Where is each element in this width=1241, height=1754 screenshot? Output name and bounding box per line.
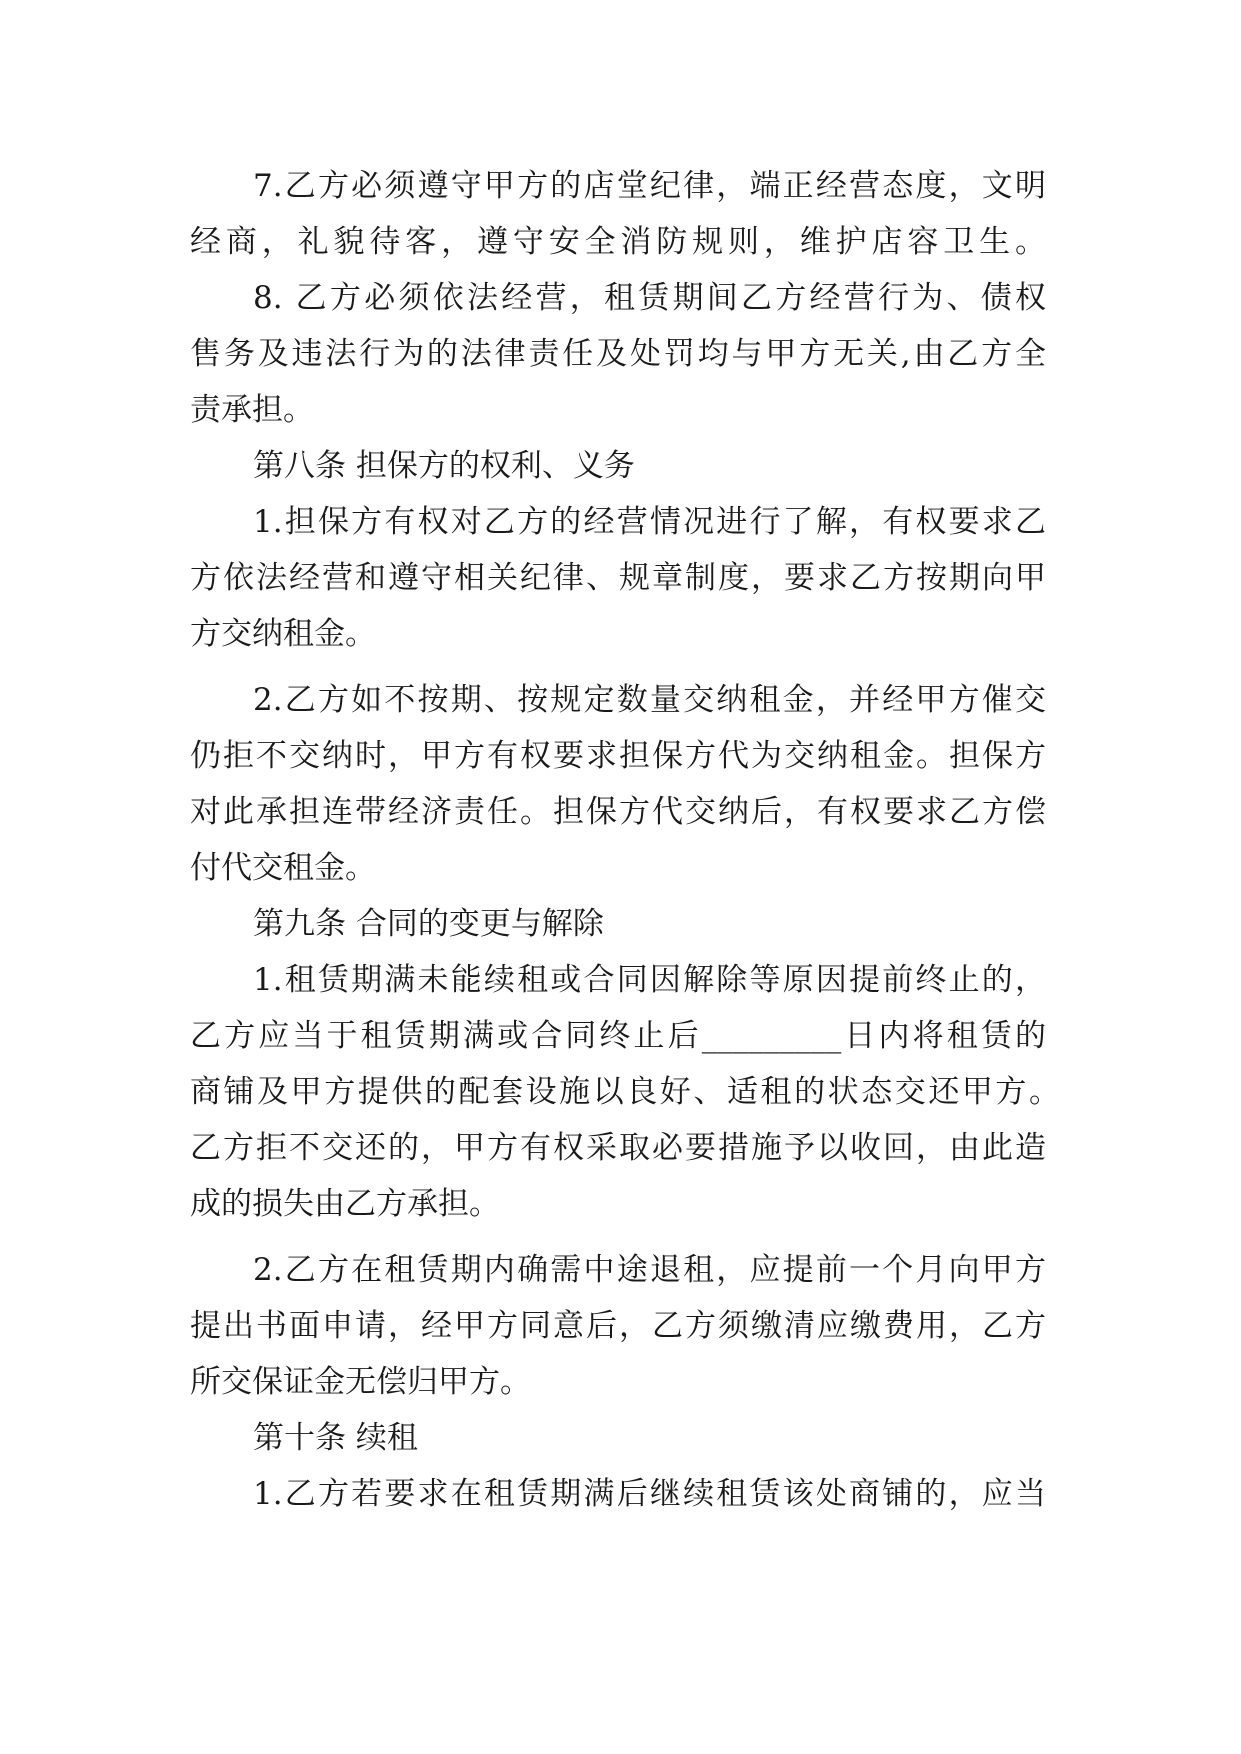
- text-line: 乙方拒不交还的，甲方有权采取必要措施予以收回，由此造: [190, 1130, 1046, 1166]
- section-heading: 第八条 担保方的权利、义务: [253, 448, 635, 484]
- text-line: 成的损失由乙方承担。: [190, 1186, 500, 1222]
- text-line: 1.担保方有权对乙方的经营情况进行了解，有权要求乙: [253, 504, 1046, 540]
- text-line: 责承担。: [190, 392, 314, 428]
- text-line: 对此承担连带经济责任。担保方代交纳后，有权要求乙方偿: [190, 794, 1046, 830]
- text-line: 仍拒不交纳时，甲方有权要求担保方代为交纳租金。担保方: [190, 738, 1046, 774]
- text-line: 1.租赁期满未能续租或合同因解除等原因提前终止的，: [253, 962, 1046, 998]
- text-line: 方依法经营和遵守相关纪律、规章制度，要求乙方按期向甲: [190, 560, 1046, 596]
- text-line: 2.乙方如不按期、按规定数量交纳租金，并经甲方催交: [253, 682, 1046, 718]
- text-line: 商铺及甲方提供的配套设施以良好、适租的状态交还甲方。: [190, 1074, 1060, 1110]
- text-line: 售务及违法行为的法律责任及处罚均与甲方无关,由乙方全: [190, 336, 1046, 372]
- text-line: 2.乙方在租赁期内确需中途退租，应提前一个月向甲方: [253, 1252, 1046, 1288]
- section-heading: 第十条 续租: [253, 1420, 418, 1456]
- text-line: 付代交租金。: [190, 850, 376, 886]
- text-line: 所交保证金无偿归甲方。: [190, 1364, 531, 1400]
- text-line: 经商，礼貌待客，遵守安全消防规则，维护店容卫生。: [190, 224, 1046, 260]
- text-line: 提出书面申请，经甲方同意后，乙方须缴清应缴费用，乙方: [190, 1308, 1046, 1344]
- section-heading: 第九条 合同的变更与解除: [253, 906, 604, 942]
- text-line: 1.乙方若要求在租赁期满后继续租赁该处商铺的，应当: [253, 1476, 1046, 1512]
- text-line: 乙方应当于租赁期满或合同终止后_________日内将租赁的: [190, 1018, 1046, 1054]
- text-line: 方交纳租金。: [190, 616, 376, 652]
- text-line: 8. 乙方必须依法经营，租赁期间乙方经营行为、债权: [253, 280, 1046, 316]
- text-line: 7.乙方必须遵守甲方的店堂纪律，端正经营态度，文明: [253, 168, 1046, 204]
